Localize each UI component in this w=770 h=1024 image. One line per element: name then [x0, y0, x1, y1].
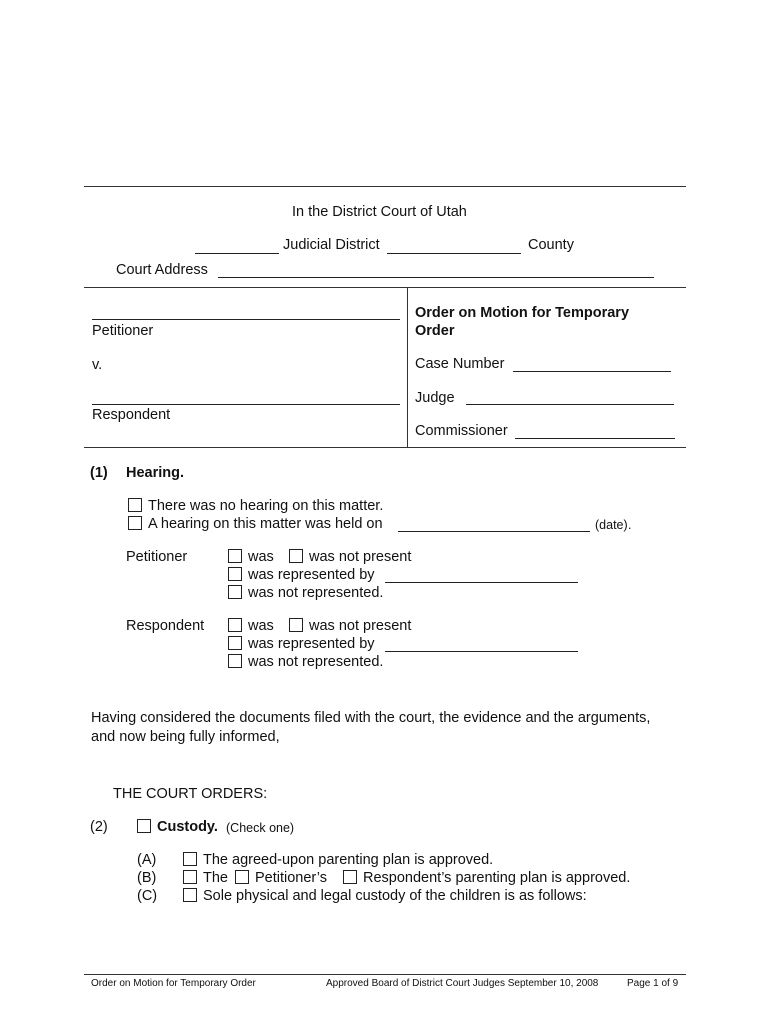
petitioner-represented-text: was represented by: [248, 567, 375, 583]
petitioner-name-field[interactable]: [92, 319, 400, 320]
respondent-representative-field[interactable]: [385, 651, 578, 652]
custody-option-c-text: Sole physical and legal custody of the children is as follows:: [203, 888, 587, 904]
petitioner-not-present-checkbox[interactable]: [289, 549, 303, 563]
respondent-not-present-checkbox[interactable]: [289, 618, 303, 632]
respondent-was-checkbox[interactable]: [228, 618, 242, 632]
order-title-line2: Order: [415, 323, 455, 339]
custody-option-c-checkbox[interactable]: [183, 888, 197, 902]
petitioner-not-present-text: was not present: [309, 549, 412, 565]
custody-option-a-checkbox[interactable]: [183, 852, 197, 866]
no-hearing-checkbox[interactable]: [128, 498, 142, 512]
respondent-presence-label: Respondent: [126, 618, 205, 634]
custody-option-c-letter: (C): [137, 888, 158, 904]
no-hearing-text: There was no hearing on this matter.: [148, 498, 384, 514]
top-rule: [84, 186, 686, 187]
order-title-line1: Order on Motion for Temporary: [415, 305, 630, 321]
case-number-field[interactable]: [513, 371, 671, 372]
section2-number: (2): [90, 819, 108, 835]
commissioner-field[interactable]: [515, 438, 675, 439]
case-number-label: Case Number: [415, 356, 505, 372]
custody-option-a-letter: (A): [137, 852, 157, 868]
custody-option-a-text: The agreed-upon parenting plan is approved.: [203, 852, 494, 868]
petitioner-was-text: was: [248, 549, 274, 565]
caption-divider: [407, 287, 408, 447]
custody-option-b-respondent-checkbox[interactable]: [343, 870, 357, 884]
petitioner-label: Petitioner: [92, 323, 154, 339]
court-address-label: Court Address: [116, 262, 208, 278]
commissioner-label: Commissioner: [415, 423, 508, 439]
judicial-district-label: Judicial District: [283, 237, 380, 253]
court-orders-heading: THE COURT ORDERS:: [113, 786, 268, 802]
petitioner-not-represented-text: was not represented.: [248, 585, 384, 601]
petitioner-representative-field[interactable]: [385, 582, 578, 583]
section1-number: (1): [90, 465, 108, 481]
hearing-date-field[interactable]: [398, 531, 590, 532]
footer-left: Order on Motion for Temporary Order: [91, 978, 256, 989]
custody-checkbox[interactable]: [137, 819, 151, 833]
court-address-field[interactable]: [218, 277, 654, 278]
court-title: In the District Court of Utah: [292, 204, 467, 220]
custody-option-b-checkbox[interactable]: [183, 870, 197, 884]
versus-label: v.: [92, 357, 103, 373]
custody-option-b-letter: (B): [137, 870, 157, 886]
custody-option-b-petitioner-checkbox[interactable]: [235, 870, 249, 884]
custody-option-b-petitioner-text: Petitioner’s: [255, 870, 328, 886]
custody-option-b-respondent-text: Respondent’s parenting plan is approved.: [363, 870, 631, 886]
caption-bottom-rule: [84, 447, 686, 448]
custody-option-b-the: The: [203, 870, 228, 886]
footer-rule: [84, 974, 686, 975]
county-field[interactable]: [387, 253, 521, 254]
respondent-label: Respondent: [92, 407, 171, 423]
petitioner-presence-label: Petitioner: [126, 549, 188, 565]
respondent-was-text: was: [248, 618, 274, 634]
custody-hint: (Check one): [226, 821, 295, 835]
petitioner-was-checkbox[interactable]: [228, 549, 242, 563]
findings-line1: Having considered the documents filed with the court, the evidence and the arguments,: [91, 710, 651, 726]
hearing-held-text: A hearing on this matter was held on: [148, 516, 383, 532]
footer-center: Approved Board of District Court Judges September 10, 2008: [326, 978, 599, 989]
respondent-represented-checkbox[interactable]: [228, 636, 242, 650]
judge-field[interactable]: [466, 404, 674, 405]
judicial-district-field[interactable]: [195, 253, 279, 254]
date-hint: (date): [595, 518, 628, 532]
hearing-held-checkbox[interactable]: [128, 516, 142, 530]
custody-title: Custody.: [157, 819, 218, 835]
respondent-represented-text: was represented by: [248, 636, 375, 652]
caption-top-rule: [84, 287, 686, 288]
respondent-not-present-text: was not present: [309, 618, 412, 634]
date-period: .: [628, 518, 632, 532]
petitioner-not-represented-checkbox[interactable]: [228, 585, 242, 599]
judge-label: Judge: [415, 390, 455, 406]
respondent-not-represented-checkbox[interactable]: [228, 654, 242, 668]
section1-title: Hearing.: [126, 465, 185, 481]
petitioner-represented-checkbox[interactable]: [228, 567, 242, 581]
footer-page-number: Page 1 of 9: [627, 978, 679, 989]
respondent-not-represented-text: was not represented.: [248, 654, 384, 670]
county-label: County: [528, 237, 574, 253]
findings-line2: and now being fully informed,: [91, 729, 280, 745]
respondent-name-field[interactable]: [92, 404, 400, 405]
